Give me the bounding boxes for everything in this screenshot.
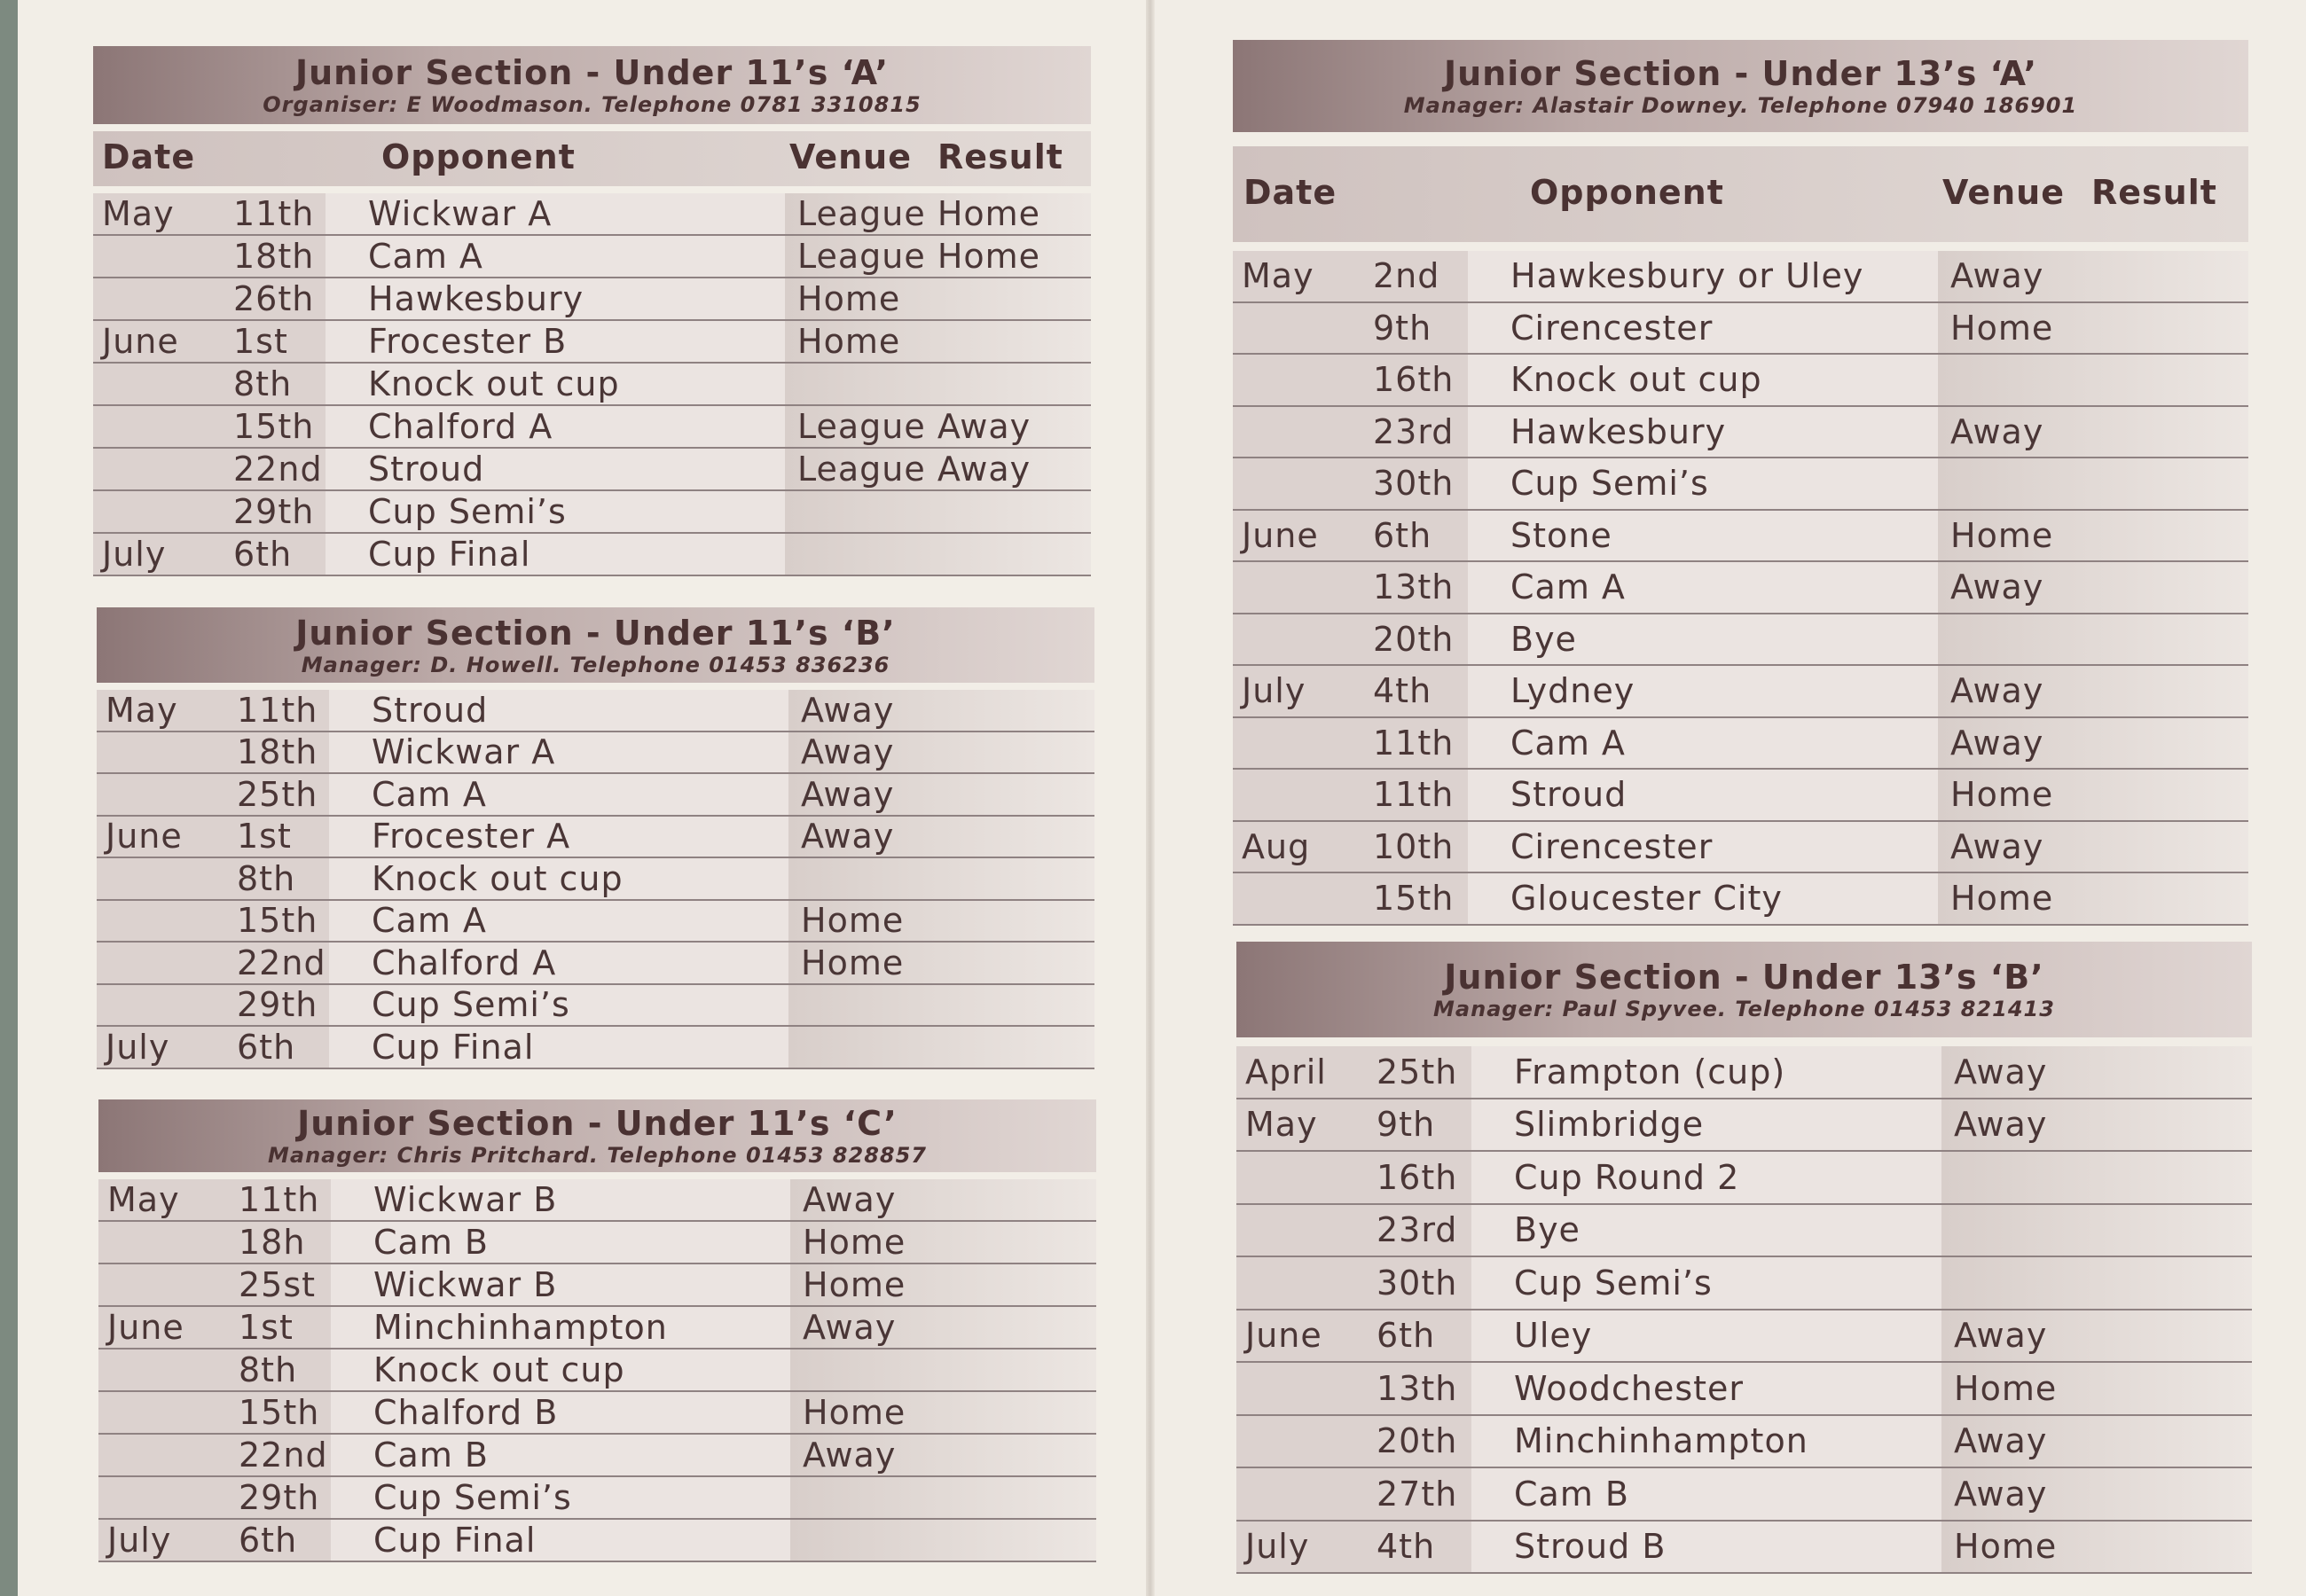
section-contact: Manager: Alastair Downey. Telephone 07940 186901: [1403, 93, 2078, 118]
column-header-venue: Venue: [1942, 173, 2065, 212]
fixture-opponent: Hawkesbury: [1510, 411, 1727, 451]
fixture-opponent: Frocester A: [372, 817, 571, 857]
venue-cell-bg: [1938, 614, 2248, 665]
fixture-day: 18th: [237, 732, 318, 772]
fixture-day: 1st: [237, 817, 292, 857]
venue-cell-bg: [1941, 1152, 2252, 1203]
fixture-venue: Home: [1954, 1527, 2058, 1567]
fixture-day: 22nd: [239, 1436, 328, 1475]
fixture-opponent: Wickwar B: [373, 1180, 558, 1219]
column-header-row: [93, 131, 1091, 186]
fixture-row: [98, 1520, 1096, 1562]
fixture-row: [93, 364, 1091, 406]
fixture-month: June: [102, 322, 179, 361]
column-header-venue: Venue: [789, 137, 912, 176]
section-banner: [1236, 942, 2252, 1037]
fixture-month: May: [106, 690, 178, 730]
fixture-row: [97, 943, 1094, 985]
fixture-row: [98, 1435, 1096, 1477]
fixture-opponent: Knock out cup: [372, 858, 624, 898]
fixture-row: [97, 858, 1094, 901]
fixture-day: 25th: [1377, 1052, 1458, 1091]
fixture-row: [98, 1477, 1096, 1520]
fixture-day: 6th: [237, 1027, 296, 1067]
fixture-venue: League Home: [797, 194, 1041, 233]
fixture-venue: Home: [1950, 879, 2054, 919]
fixture-row: [1233, 511, 2248, 563]
fixture-day: 1st: [233, 322, 288, 361]
fixture-row: [98, 1392, 1096, 1435]
fixture-opponent: Minchinhampton: [1514, 1421, 1808, 1461]
fixture-row: [1236, 1310, 2252, 1364]
fixture-row: [1233, 822, 2248, 874]
fixture-venue: Away: [1954, 1421, 2048, 1461]
fixture-day: 6th: [1377, 1316, 1436, 1356]
fixture-row: [93, 321, 1091, 364]
section-title: Junior Section - Under 11’s ‘A’: [294, 53, 890, 92]
fixture-day: 11th: [233, 194, 315, 233]
column-header-result: Result: [2091, 173, 2217, 212]
fixture-opponent: Stroud: [372, 690, 489, 730]
fixture-row: [93, 406, 1091, 449]
venue-cell-bg: [785, 534, 1091, 575]
fixture-day: 8th: [239, 1350, 298, 1389]
fixture-venue: Away: [1950, 723, 2044, 763]
left-page: [18, 0, 1149, 1596]
fixture-row: [1233, 770, 2248, 822]
fixture-opponent: Stone: [1510, 515, 1612, 555]
fixture-row: [98, 1222, 1096, 1264]
fixture-day: 22nd: [233, 450, 323, 489]
fixture-opponent: Uley: [1514, 1316, 1593, 1356]
fixture-opponent: Cam B: [373, 1436, 489, 1475]
fixture-venue: Home: [801, 901, 905, 941]
fixture-row: [93, 449, 1091, 491]
fixture-opponent: Cam B: [1514, 1474, 1629, 1514]
fixture-venue: Away: [1950, 826, 2044, 866]
section-contact: Manager: Chris Pritchard. Telephone 01453 828857: [268, 1143, 927, 1168]
fixture-row: [97, 690, 1094, 732]
fixture-opponent: Knock out cup: [368, 364, 620, 403]
fixture-opponent: Cam A: [368, 237, 483, 276]
fixture-venue: Home: [803, 1393, 906, 1432]
fixture-row: [97, 901, 1094, 943]
fixture-venue: Away: [801, 690, 895, 730]
fixture-day: 18th: [233, 237, 315, 276]
fixture-month: July: [106, 1027, 170, 1067]
column-header-date: Date: [102, 137, 196, 176]
fixture-day: 25th: [237, 774, 318, 814]
fixture-venue: Away: [801, 774, 895, 814]
right-page: [1153, 0, 2306, 1596]
section-contact: Manager: Paul Spyvee. Telephone 01453 821413: [1433, 997, 2055, 1021]
fixture-day: 9th: [1373, 308, 1432, 348]
fixture-opponent: Stroud: [368, 450, 485, 489]
fixture-venue: Home: [797, 279, 901, 318]
column-header-result: Result: [937, 137, 1063, 176]
fixture-opponent: Cam A: [1510, 723, 1626, 763]
fixture-row: [93, 491, 1091, 534]
fixture-venue: Home: [1950, 775, 2054, 815]
fixture-opponent: Lydney: [1510, 671, 1635, 711]
fixture-row: [93, 193, 1091, 236]
fixture-opponent: Cup Final: [372, 1027, 535, 1067]
section-title: Junior Section - Under 11’s ‘B’: [295, 613, 896, 653]
fixture-month: May: [1242, 256, 1314, 296]
fixture-day: 6th: [233, 535, 293, 574]
fixture-opponent: Cirencester: [1510, 308, 1714, 348]
fixture-row: [1233, 873, 2248, 926]
fixture-opponent: Chalford A: [372, 943, 557, 982]
fixture-month: June: [1245, 1316, 1322, 1356]
fixture-opponent: Gloucester City: [1510, 879, 1783, 919]
fixture-row: [98, 1264, 1096, 1307]
fixture-month: July: [102, 535, 167, 574]
fixture-row: [1236, 1152, 2252, 1205]
venue-cell-bg: [790, 1350, 1096, 1390]
fixture-opponent: Hawkesbury or Uley: [1510, 256, 1864, 296]
fixture-day: 23rd: [1377, 1210, 1458, 1250]
fixture-day: 6th: [1373, 515, 1432, 555]
venue-cell-bg: [1941, 1257, 2252, 1309]
section-banner: [93, 46, 1091, 124]
fixture-opponent: Bye: [1510, 619, 1577, 659]
column-header-row: [1233, 146, 2248, 242]
fixture-row: [1233, 407, 2248, 459]
fixture-day: 18h: [239, 1223, 306, 1262]
fixture-day: 9th: [1377, 1105, 1436, 1145]
fixture-day: 23rd: [1373, 411, 1455, 451]
fixture-day: 10th: [1373, 826, 1455, 866]
fixture-row: [1236, 1363, 2252, 1416]
fixture-row: [1233, 718, 2248, 771]
fixture-row: [1233, 458, 2248, 511]
fixture-month: July: [1245, 1527, 1310, 1567]
fixture-day: 15th: [1373, 879, 1455, 919]
column-header-date: Date: [1243, 173, 1337, 212]
fixture-day: 27th: [1377, 1474, 1458, 1514]
fixture-venue: Away: [1954, 1316, 2048, 1356]
column-header-opponent: Opponent: [1530, 173, 1724, 212]
fixture-opponent: Knock out cup: [373, 1350, 625, 1389]
fixture-opponent: Cup Semi’s: [373, 1478, 572, 1517]
fixture-venue: Home: [801, 943, 905, 982]
fixture-row: [1236, 1257, 2252, 1310]
fixture-day: 6th: [239, 1521, 298, 1560]
fixture-day: 29th: [233, 492, 315, 531]
fixture-venue: Away: [803, 1308, 897, 1347]
fixture-opponent: Cup Semi’s: [1514, 1263, 1713, 1303]
column-header-opponent: Opponent: [381, 137, 576, 176]
fixture-day: 11th: [1373, 723, 1455, 763]
fixture-day: 29th: [239, 1478, 320, 1517]
fixture-opponent: Slimbridge: [1514, 1105, 1705, 1145]
fixture-row: [1233, 562, 2248, 614]
date-cell-bg: [1233, 303, 1468, 354]
fixture-row: [1233, 666, 2248, 718]
fixture-day: 4th: [1377, 1527, 1436, 1567]
fixture-venue: Home: [1954, 1368, 2058, 1408]
fixture-month: April: [1245, 1052, 1327, 1091]
venue-cell-bg: [1938, 355, 2248, 405]
fixture-opponent: Hawkesbury: [368, 279, 584, 318]
fixture-row: [1236, 1046, 2252, 1099]
fixture-day: 8th: [237, 858, 296, 898]
fixture-opponent: Knock out cup: [1510, 360, 1762, 400]
fixture-opponent: Cam A: [372, 901, 487, 941]
page-fold: [1146, 0, 1155, 1596]
fixture-venue: Away: [803, 1180, 897, 1219]
fixture-day: 16th: [1377, 1157, 1458, 1197]
fixture-row: [1233, 303, 2248, 356]
section-title: Junior Section - Under 13’s ‘B’: [1444, 958, 2044, 997]
fixture-row: [1233, 355, 2248, 407]
fixture-opponent: Stroud B: [1514, 1527, 1667, 1567]
fixture-row: [1236, 1205, 2252, 1258]
fixture-venue: Away: [1954, 1474, 2048, 1514]
fixture-month: May: [102, 194, 175, 233]
fixture-row: [97, 817, 1094, 859]
fixture-day: 20th: [1373, 619, 1455, 659]
fixture-day: 26th: [233, 279, 315, 318]
fixture-month: Aug: [1242, 826, 1311, 866]
fixture-opponent: Cup Final: [373, 1521, 537, 1560]
fixture-day: 30th: [1377, 1263, 1458, 1303]
fixture-opponent: Woodchester: [1514, 1368, 1745, 1408]
fixture-venue: Home: [1950, 515, 2054, 555]
section-banner: [1233, 40, 2248, 132]
fixture-month: June: [107, 1308, 184, 1347]
fixture-opponent: Wickwar A: [368, 194, 553, 233]
fixture-venue: League Away: [797, 407, 1031, 446]
fixture-opponent: Stroud: [1510, 775, 1628, 815]
section-title: Junior Section - Under 13’s ‘A’: [1443, 54, 2038, 93]
fixture-row: [93, 534, 1091, 576]
fixture-row: [1233, 614, 2248, 667]
fixture-venue: Away: [801, 732, 895, 772]
fixture-day: 8th: [233, 364, 293, 403]
fixture-venue: Away: [1950, 411, 2044, 451]
fixture-venue: Away: [803, 1436, 897, 1475]
fixture-venue: Away: [801, 817, 895, 857]
fixture-row: [1236, 1522, 2252, 1575]
fixture-row: [1236, 1099, 2252, 1153]
fixture-venue: League Home: [797, 237, 1041, 276]
fixture-day: 30th: [1373, 464, 1455, 504]
section-title: Junior Section - Under 11’s ‘C’: [297, 1104, 898, 1143]
fixture-day: 22nd: [237, 943, 326, 982]
fixture-day: 11th: [1373, 775, 1455, 815]
fixture-opponent: Cup Semi’s: [372, 985, 570, 1025]
fixture-venue: Away: [1950, 567, 2044, 607]
venue-cell-bg: [1941, 1205, 2252, 1256]
fixture-row: [97, 732, 1094, 775]
fixture-day: 29th: [237, 985, 318, 1025]
section-contact: Manager: D. Howell. Telephone 01453 836236: [301, 652, 890, 677]
fixture-opponent: Chalford B: [373, 1393, 559, 1432]
fixture-day: 15th: [239, 1393, 320, 1432]
fixture-row: [1236, 1416, 2252, 1469]
fixture-month: June: [1242, 515, 1319, 555]
fixture-month: May: [107, 1180, 180, 1219]
fixture-opponent: Bye: [1514, 1210, 1580, 1250]
fixture-venue: Home: [803, 1265, 906, 1304]
section-banner: [98, 1099, 1096, 1172]
venue-cell-bg: [788, 858, 1094, 899]
fixture-venue: Home: [797, 322, 901, 361]
fixture-venue: Home: [1950, 308, 2054, 348]
fixture-day: 4th: [1373, 671, 1432, 711]
fixture-day: 13th: [1377, 1368, 1458, 1408]
fixture-day: 16th: [1373, 360, 1455, 400]
fixture-day: 15th: [237, 901, 318, 941]
fixture-day: 11th: [237, 690, 318, 730]
fixture-day: 2nd: [1373, 256, 1440, 296]
venue-cell-bg: [788, 1027, 1094, 1068]
fixture-row: [98, 1350, 1096, 1392]
fixture-venue: Away: [1950, 256, 2044, 296]
fixture-row: [1233, 251, 2248, 303]
fixture-opponent: Cup Semi’s: [1510, 464, 1709, 504]
fixture-venue: League Away: [797, 450, 1031, 489]
fixture-row: [1236, 1468, 2252, 1522]
fixture-day: 11th: [239, 1180, 320, 1219]
fixture-venue: Away: [1954, 1052, 2048, 1091]
fixture-row: [98, 1179, 1096, 1222]
fixture-opponent: Minchinhampton: [373, 1308, 668, 1347]
fixture-month: July: [107, 1521, 172, 1560]
fixture-day: 15th: [233, 407, 315, 446]
fixture-opponent: Cam A: [1510, 567, 1626, 607]
fixture-month: June: [106, 817, 183, 857]
fixture-opponent: Chalford A: [368, 407, 553, 446]
fixture-row: [93, 236, 1091, 278]
fixture-venue: Away: [1954, 1105, 2048, 1145]
venue-cell-bg: [790, 1477, 1096, 1518]
fixture-row: [97, 1027, 1094, 1069]
fixture-opponent: Cam A: [372, 774, 487, 814]
fixture-venue: Home: [803, 1223, 906, 1262]
fixture-opponent: Cirencester: [1510, 826, 1714, 866]
section-banner: [97, 607, 1094, 683]
fixture-day: 25st: [239, 1265, 317, 1304]
fixture-row: [98, 1307, 1096, 1350]
fixture-venue: Away: [1950, 671, 2044, 711]
fixture-opponent: Frampton (cup): [1514, 1052, 1786, 1091]
fixture-opponent: Wickwar B: [373, 1265, 558, 1304]
section-contact: Organiser: E Woodmason. Telephone 0781 3310815: [263, 92, 922, 117]
fixture-day: 20th: [1377, 1421, 1458, 1461]
venue-cell-bg: [785, 491, 1091, 532]
fixture-opponent: Wickwar A: [372, 732, 556, 772]
fixture-opponent: Cup Final: [368, 535, 531, 574]
fixture-day: 1st: [239, 1308, 294, 1347]
fixture-day: 13th: [1373, 567, 1455, 607]
venue-cell-bg: [785, 364, 1091, 404]
fixture-month: July: [1242, 671, 1306, 711]
fixture-month: May: [1245, 1105, 1318, 1145]
fixture-opponent: Frocester B: [368, 322, 568, 361]
fixture-row: [97, 985, 1094, 1028]
fixture-opponent: Cup Semi’s: [368, 492, 567, 531]
venue-cell-bg: [790, 1520, 1096, 1561]
venue-cell-bg: [788, 985, 1094, 1026]
fixture-opponent: Cam B: [373, 1223, 489, 1262]
venue-cell-bg: [1938, 458, 2248, 509]
fixture-row: [93, 278, 1091, 321]
fixture-row: [97, 774, 1094, 817]
fixture-opponent: Cup Round 2: [1514, 1157, 1740, 1197]
